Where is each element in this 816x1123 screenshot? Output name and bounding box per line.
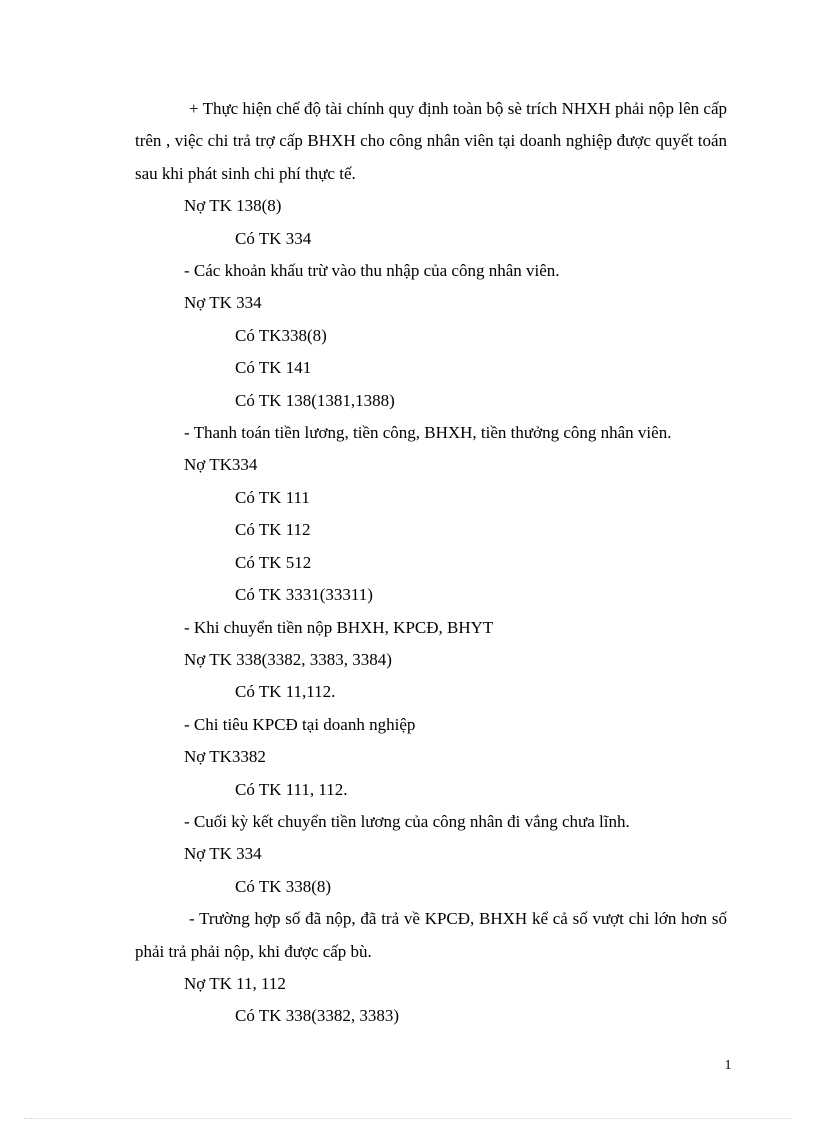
journal-entries-block-2 xyxy=(135,968,727,1033)
entry-line: Nợ TK 334 xyxy=(184,293,262,313)
entry-line: Nợ TK 334 xyxy=(184,844,262,864)
credit-entry-line: Có TK 111, 112. xyxy=(235,779,348,799)
credit-entry-line: Có TK 3331(33311) xyxy=(235,585,373,605)
entry-line: Nợ TK 338(3382, 3383, 3384) xyxy=(184,649,392,669)
entry-line: Nợ TK 138(8) xyxy=(184,196,282,216)
entry-line: Nợ TK3382 xyxy=(184,747,266,767)
journal-entries-block-1 xyxy=(135,190,727,903)
credit-entry-line: Có TK 334 xyxy=(235,228,312,248)
credit-entry-line: Có TK 11,112. xyxy=(235,682,336,702)
paragraph-overpayment: - Trường hợp số đã nộp, đã trả về KPCĐ, BHXH kể cả số vượt chi lớn hơn số phải trả phải nộp, khi được cấp bù. xyxy=(135,909,727,961)
credit-entry-line: Có TK 512 xyxy=(235,552,312,572)
entry-line: Nợ TK 11, 112 xyxy=(184,973,286,993)
credit-entry-line: Có TK 112 xyxy=(235,520,311,540)
entry-line: - Các khoản khấu trừ vào thu nhập của công nhân viên. xyxy=(184,261,560,281)
credit-entry-line: Có TK 111 xyxy=(235,487,310,507)
credit-entry-line: Có TK 141 xyxy=(235,358,312,378)
entry-line: - Khi chuyển tiền nộp BHXH, KPCĐ, BHYT xyxy=(184,617,494,637)
page-bottom-divider xyxy=(24,1118,792,1119)
paragraph-regulation: + Thực hiện chế độ tài chính quy định toàn bộ sè trích NHXH phải nộp lên cấp trên , việc chi trả trợ cấp BHXH cho công nhân viên tại doanh nghiệp được quyết toán sau khi phát sinh chi phí thực tế. xyxy=(135,99,727,183)
page-number: 1 xyxy=(724,1058,732,1073)
entry-line: - Cuối kỳ kết chuyển tiền lương của công nhân đi vắng chưa lĩnh. xyxy=(184,811,630,831)
entry-line: - Chi tiêu KPCĐ tại doanh nghiệp xyxy=(184,714,416,734)
credit-entry-line: Có TK338(8) xyxy=(235,325,327,345)
page-content xyxy=(135,93,727,1033)
entry-line: - Thanh toán tiền lương, tiền công, BHXH, tiền thưởng công nhân viên. xyxy=(184,423,672,443)
credit-entry-line: Có TK 138(1381,1388) xyxy=(235,390,395,410)
entry-line: Nợ TK334 xyxy=(184,455,258,475)
credit-entry-line: Có TK 338(8) xyxy=(235,876,332,896)
credit-entry-line: Có TK 338(3382, 3383) xyxy=(235,1006,400,1026)
